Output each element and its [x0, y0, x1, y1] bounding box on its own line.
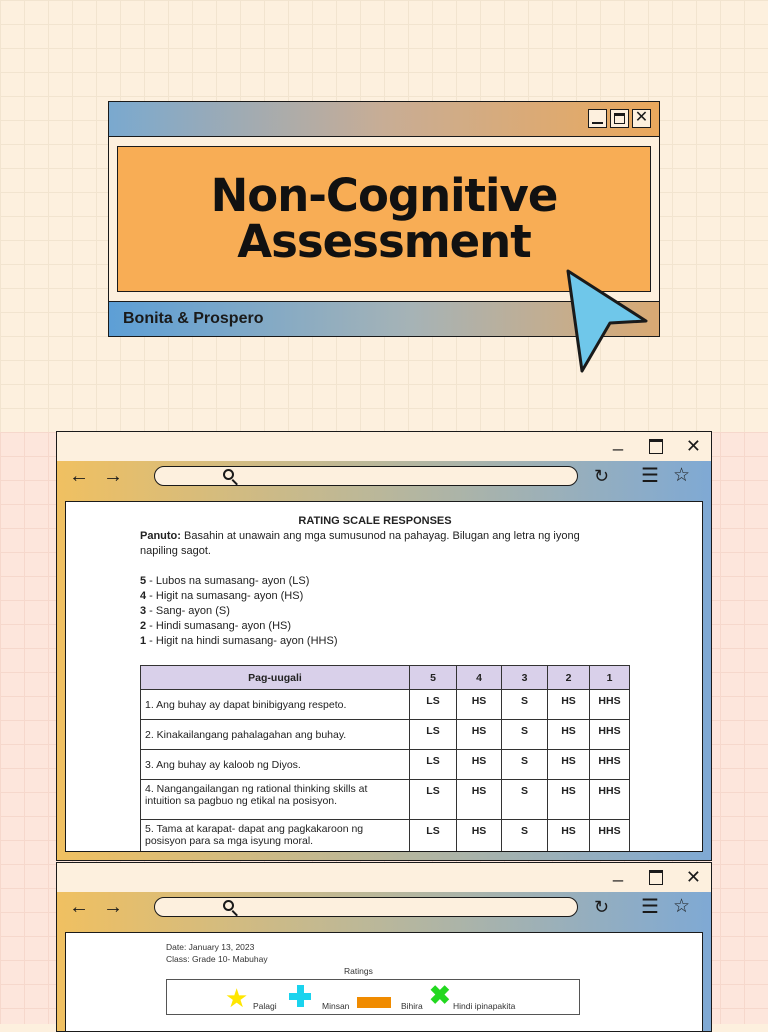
rating-cell[interactable]: HHS — [590, 720, 630, 750]
rating-cell[interactable]: HHS — [590, 780, 630, 820]
column-header: 4 — [457, 666, 502, 690]
search-icon — [223, 469, 234, 480]
class-text: Class: Grade 10- Mabuhay — [166, 954, 268, 964]
document-heading: RATING SCALE RESPONSES — [298, 515, 452, 527]
rating-cell[interactable]: HS — [457, 690, 502, 720]
page-title-line2: Assessment — [237, 215, 531, 268]
rating-cell[interactable]: S — [502, 750, 548, 780]
rating-cell[interactable]: HS — [548, 720, 590, 750]
maximize-button[interactable] — [649, 439, 663, 454]
behavior-cell: 4. Nangangailangan ng rational thinking skills at intuition sa pagbuo ng etikal na posisyon. — [141, 780, 410, 820]
rating-cell[interactable]: HS — [548, 820, 590, 853]
scale-list — [140, 574, 610, 649]
address-bar[interactable] — [154, 897, 578, 917]
reload-icon[interactable]: ↻ — [594, 466, 610, 486]
column-header: 1 — [590, 666, 630, 690]
table-row — [141, 720, 630, 750]
table-header-row — [141, 666, 630, 690]
title-window-bar — [109, 102, 659, 137]
bookmark-star-icon[interactable]: ☆ — [673, 896, 691, 917]
scale-item: 5 - Lubos na sumasang- ayon (LS) — [140, 575, 310, 587]
rating-cell[interactable]: LS — [410, 750, 457, 780]
rating-cell[interactable]: S — [502, 820, 548, 853]
bookmark-star-icon[interactable]: ☆ — [673, 465, 691, 486]
browser-window-ratings — [56, 862, 712, 1032]
legend-label-minsan: Minsan — [322, 1001, 350, 1011]
table-row — [141, 780, 630, 820]
instructions-label: Panuto: — [140, 530, 181, 542]
close-button[interactable]: ✕ — [632, 109, 651, 128]
ratings-title: Ratings — [344, 966, 373, 976]
minimize-button[interactable]: _ — [612, 431, 623, 451]
legend-label-bihira: Bihira — [401, 1001, 423, 1011]
behavior-cell: 1. Ang buhay ay dapat binibigyang respeto. — [141, 690, 410, 720]
plus-icon — [289, 985, 311, 1007]
star-icon: ★ — [225, 983, 249, 1013]
maximize-button[interactable] — [649, 870, 663, 885]
browser-window-rating-scale — [56, 431, 712, 861]
browser-content-frame — [57, 924, 711, 1031]
browser-content-frame — [57, 493, 711, 860]
behavior-cell: 2. Kinakailangang pahalagahan ang buhay. — [141, 720, 410, 750]
minimize-button[interactable] — [588, 109, 607, 128]
rating-cell[interactable]: HS — [457, 780, 502, 820]
rating-cell[interactable]: HHS — [590, 750, 630, 780]
menu-icon[interactable]: ☰ — [641, 465, 659, 487]
menu-icon[interactable]: ☰ — [641, 896, 659, 918]
column-header: 3 — [502, 666, 548, 690]
instructions — [140, 529, 610, 559]
rating-cell[interactable]: HS — [457, 750, 502, 780]
rating-table — [140, 665, 630, 852]
legend-label-hindi: Hindi ipinapakita — [453, 1001, 516, 1011]
table-row — [141, 690, 630, 720]
rating-cell[interactable]: S — [502, 720, 548, 750]
browser-titlebar — [57, 863, 711, 893]
document-page — [65, 501, 703, 852]
minimize-button[interactable]: _ — [612, 862, 623, 882]
rating-cell[interactable]: LS — [410, 780, 457, 820]
address-bar[interactable] — [154, 466, 578, 486]
back-arrow-icon[interactable]: ← — [69, 465, 89, 487]
rating-cell[interactable]: HS — [457, 820, 502, 853]
window-controls — [588, 109, 651, 128]
document-meta — [166, 941, 268, 965]
close-button[interactable]: ✕ — [685, 867, 701, 887]
rating-cell[interactable]: LS — [410, 820, 457, 853]
orange-bar-icon — [357, 997, 391, 1008]
browser-titlebar — [57, 432, 711, 462]
forward-arrow-icon[interactable]: → — [103, 896, 123, 918]
column-header: 2 — [548, 666, 590, 690]
rating-cell[interactable]: HS — [457, 720, 502, 750]
rating-cell[interactable]: HS — [548, 780, 590, 820]
behavior-cell: 3. Ang buhay ay kaloob ng Diyos. — [141, 750, 410, 780]
maximize-button[interactable] — [610, 109, 629, 128]
scale-item: 2 - Hindi sumasang- ayon (HS) — [140, 620, 292, 632]
document-page — [65, 932, 703, 1032]
table-row — [141, 820, 630, 853]
column-header: Pag-uugali — [141, 666, 410, 690]
date-text: Date: January 13, 2023 — [166, 942, 255, 952]
search-icon — [223, 900, 234, 911]
rating-cell[interactable]: HHS — [590, 820, 630, 853]
scale-item: 1 - Higit na hindi sumasang- ayon (HHS) — [140, 635, 338, 647]
back-arrow-icon[interactable]: ← — [69, 896, 89, 918]
rating-cell[interactable]: LS — [410, 690, 457, 720]
close-button[interactable]: ✕ — [685, 436, 701, 456]
reload-icon[interactable]: ↻ — [594, 897, 610, 917]
rating-cell[interactable]: LS — [410, 720, 457, 750]
column-header: 5 — [410, 666, 457, 690]
table-row — [141, 750, 630, 780]
authors: Bonita & Prospero — [123, 310, 264, 327]
scale-item: 4 - Higit na sumasang- ayon (HS) — [140, 590, 304, 602]
ratings-legend — [166, 979, 580, 1015]
page-title-line1: Non-Cognitive — [210, 169, 558, 222]
x-mark-icon: ✖ — [429, 980, 451, 1010]
cursor-arrow-icon — [560, 265, 660, 377]
browser-toolbar — [57, 892, 711, 925]
forward-arrow-icon[interactable]: → — [103, 465, 123, 487]
legend-label-palagi: Palagi — [253, 1001, 277, 1011]
rating-cell[interactable]: HHS — [590, 690, 630, 720]
rating-cell[interactable]: S — [502, 780, 548, 820]
browser-toolbar — [57, 461, 711, 494]
rating-cell[interactable]: HS — [548, 750, 590, 780]
rating-cell[interactable]: S — [502, 690, 548, 720]
instructions-text: Basahin at unawain ang mga sumusunod na pahayag. Bilugan ang letra ng iyong napiling sagot. — [140, 530, 580, 557]
scale-item: 3 - Sang- ayon (S) — [140, 605, 230, 617]
behavior-cell: 5. Tama at karapat- dapat ang pagkakaroon ng posisyon para sa mga isyung moral. — [141, 820, 410, 853]
rating-cell[interactable]: HS — [548, 690, 590, 720]
rating-scale-document — [140, 514, 610, 649]
